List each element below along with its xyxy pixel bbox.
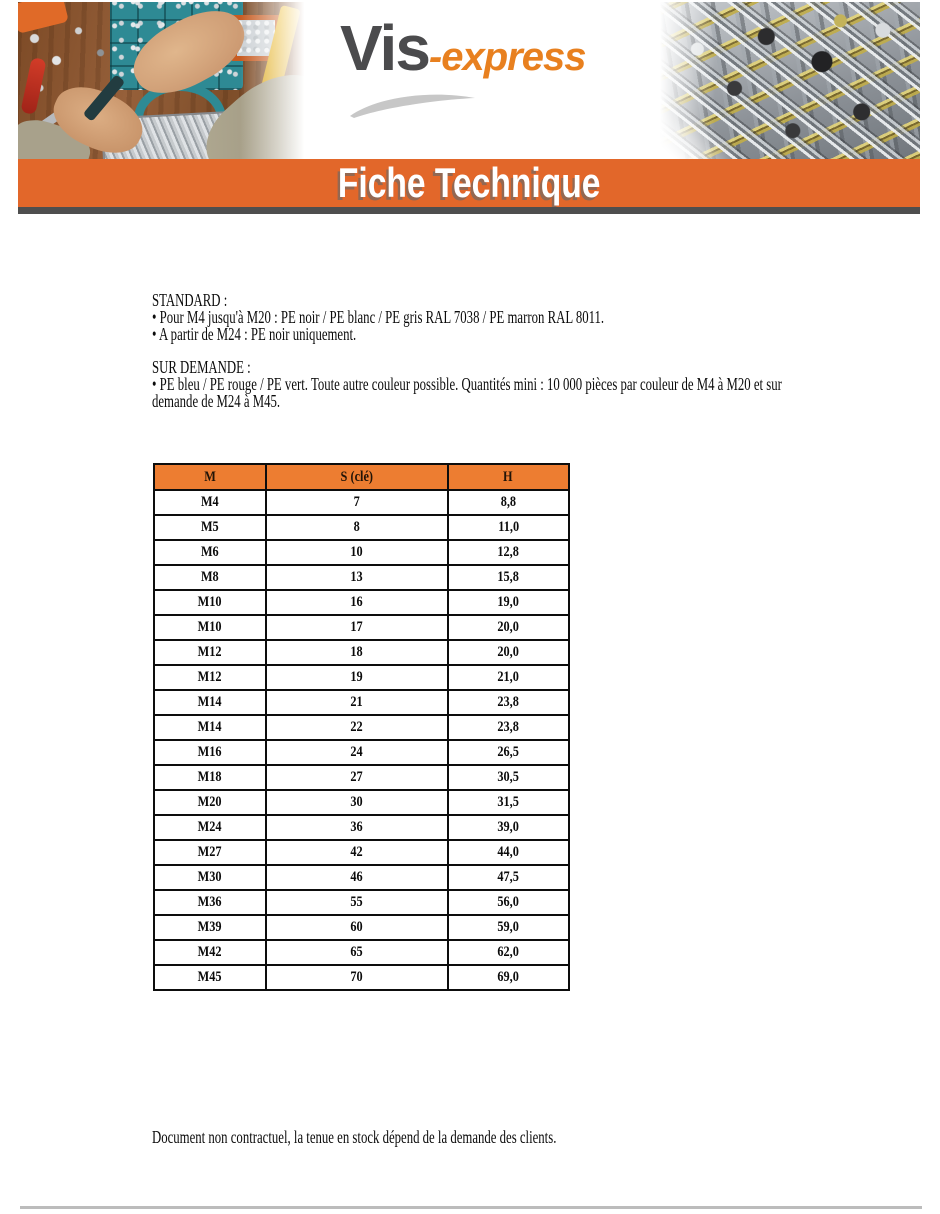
table-cell	[154, 765, 266, 790]
table-cell	[448, 840, 569, 865]
table-cell	[266, 640, 448, 665]
table-cell-value: M27	[197, 844, 222, 860]
table-cell-value: 17	[350, 619, 363, 635]
table-cell	[266, 865, 448, 890]
table-cell	[448, 690, 569, 715]
table-cell-value: M10	[197, 619, 222, 635]
table-cell	[266, 515, 448, 540]
banner	[18, 159, 920, 207]
table-cell	[448, 590, 569, 615]
table-cell	[448, 540, 569, 565]
table-cell	[154, 965, 266, 990]
table-cell	[448, 815, 569, 840]
table-cell	[154, 740, 266, 765]
table-cell	[154, 640, 266, 665]
spec-table	[153, 463, 570, 991]
banner-underline	[18, 207, 920, 214]
table-cell-value: 30,5	[497, 769, 520, 785]
table-cell	[266, 765, 448, 790]
table-cell-value: 31,5	[497, 794, 520, 810]
table-cell-value: 47,5	[497, 869, 520, 885]
table-cell	[448, 640, 569, 665]
table-cell	[266, 815, 448, 840]
table-cell-value: 16	[350, 594, 363, 610]
table-cell	[448, 715, 569, 740]
table-cell	[448, 765, 569, 790]
sur-demande-section	[152, 359, 802, 410]
table-cell-value: M36	[197, 894, 222, 910]
table-cell	[154, 665, 266, 690]
table-cell	[154, 915, 266, 940]
table-cell	[448, 890, 569, 915]
bottom-rule	[20, 1206, 922, 1209]
footnote: Document non contractuel, la tenue en stock dépend de la demande des clients.	[152, 1127, 557, 1147]
table-cell-value: 39,0	[497, 819, 520, 835]
table-row	[154, 840, 569, 865]
photo-fade	[655, 99, 745, 159]
table-cell	[266, 540, 448, 565]
table-cell-value: M12	[197, 644, 222, 660]
bullet-item: • Pour M4 jusqu'à M20 : PE noir / PE blanc / PE gris RAL 7038 / PE marron RAL 8011.	[152, 307, 605, 327]
table-cell-value: 59,0	[497, 919, 520, 935]
table-cell	[154, 540, 266, 565]
table-cell	[154, 715, 266, 740]
table-cell-value: 56,0	[497, 894, 520, 910]
table-cell	[448, 915, 569, 940]
table-cell-value: M5	[200, 519, 219, 535]
table-cell-value: M8	[200, 569, 219, 585]
table-row	[154, 815, 569, 840]
table-row	[154, 915, 569, 940]
table-cell-value: M14	[197, 694, 222, 710]
table-cell-value: 18	[350, 644, 363, 660]
table-row	[154, 765, 569, 790]
body-text	[152, 292, 802, 410]
table-row	[154, 715, 569, 740]
table-cell-value: 62,0	[497, 944, 520, 960]
sur-demande-title: SUR DEMANDE :	[152, 357, 251, 377]
table-cell-value: 11,0	[497, 519, 519, 535]
table-row	[154, 615, 569, 640]
table-cell-value: M45	[197, 969, 222, 985]
table-cell	[266, 665, 448, 690]
table-cell	[266, 715, 448, 740]
table-cell-value: 44,0	[497, 844, 520, 860]
standard-bullets	[152, 309, 802, 343]
table-cell	[154, 815, 266, 840]
table-cell-value: 8,8	[500, 494, 516, 510]
table-cell-value: M30	[197, 869, 222, 885]
table-row	[154, 515, 569, 540]
table-cell-value: M16	[197, 744, 222, 760]
photo-fade	[240, 2, 310, 159]
table-header-label: S (clé)	[340, 468, 373, 485]
table-row	[154, 740, 569, 765]
table-cell	[266, 965, 448, 990]
table-row	[154, 965, 569, 990]
table-cell-value: 22	[350, 719, 363, 735]
table-row	[154, 665, 569, 690]
table-header-cell	[154, 464, 266, 490]
table-cell-value: 60	[350, 919, 363, 935]
table-cell-value: 19	[350, 669, 363, 685]
brand-name-express: -express	[428, 35, 586, 79]
table-cell	[266, 940, 448, 965]
table-cell	[448, 565, 569, 590]
table-cell-value: 70	[350, 969, 363, 985]
table-cell-value: 69,0	[497, 969, 520, 985]
table-cell	[266, 890, 448, 915]
table-cell	[154, 565, 266, 590]
table-cell-value: M18	[197, 769, 222, 785]
table-cell-value: 7	[353, 494, 360, 510]
table-cell-value: 19,0	[497, 594, 520, 610]
table-cell	[266, 740, 448, 765]
table-row	[154, 490, 569, 515]
table-cell-value: 30	[350, 794, 363, 810]
table-row	[154, 890, 569, 915]
standard-title: STANDARD :	[152, 290, 228, 310]
table-header-row	[154, 464, 569, 490]
table-cell-value: M6	[200, 544, 219, 560]
table-header-cell	[266, 464, 448, 490]
table-cell-value: 42	[350, 844, 363, 860]
bullet-item: • A partir de M24 : PE noir uniquement.	[152, 324, 357, 344]
table-row	[154, 790, 569, 815]
table-cell	[448, 965, 569, 990]
table-cell	[154, 690, 266, 715]
table-cell-value: M12	[197, 669, 222, 685]
table-cell-value: 12,8	[497, 544, 520, 560]
table-cell	[154, 490, 266, 515]
table-cell-value: 13	[350, 569, 363, 585]
table-cell	[448, 515, 569, 540]
table-cell	[448, 665, 569, 690]
spec-table-body	[154, 490, 569, 990]
table-cell	[266, 915, 448, 940]
screws-photo	[655, 2, 920, 159]
table-cell	[266, 565, 448, 590]
table-cell-value: 26,5	[497, 744, 520, 760]
table-cell	[448, 790, 569, 815]
table-row	[154, 565, 569, 590]
table-cell-value: 20,0	[497, 619, 520, 635]
table-cell	[154, 515, 266, 540]
brand-name-vis: Vis	[340, 12, 429, 84]
table-row	[154, 590, 569, 615]
table-cell	[448, 865, 569, 890]
table-cell-value: M10	[197, 594, 222, 610]
table-cell-value: M24	[197, 819, 222, 835]
workbench-photo	[18, 2, 310, 159]
table-cell	[266, 790, 448, 815]
table-cell-value: 23,8	[497, 719, 520, 735]
table-row	[154, 865, 569, 890]
banner-title: Fiche Technique	[337, 159, 601, 206]
table-cell-value: 36	[350, 819, 363, 835]
table-row	[154, 640, 569, 665]
table-cell	[448, 490, 569, 515]
table-cell-value: 23,8	[497, 694, 520, 710]
table-cell-value: 21,0	[497, 669, 520, 685]
table-cell-value: 55	[350, 894, 363, 910]
table-cell	[154, 615, 266, 640]
table-cell	[154, 790, 266, 815]
table-row	[154, 940, 569, 965]
table-cell	[154, 940, 266, 965]
table-cell-value: 10	[350, 544, 363, 560]
table-header-cell	[448, 464, 569, 490]
table-header-label: M	[203, 468, 216, 485]
table-cell-value: 65	[350, 944, 363, 960]
table-cell	[154, 840, 266, 865]
table-cell	[448, 740, 569, 765]
table-cell-value: M42	[197, 944, 222, 960]
bullet-item: • PE bleu / PE rouge / PE vert. Toute autre couleur possible. Quantités mini : 10 000 pièces par couleur de M4 à M20 et sur demande de M24 à M45.	[152, 374, 782, 411]
table-cell	[266, 490, 448, 515]
standard-section	[152, 292, 802, 343]
table-cell	[154, 890, 266, 915]
table-cell-value: 27	[350, 769, 363, 785]
table-cell	[266, 840, 448, 865]
table-cell	[448, 615, 569, 640]
table-cell	[266, 590, 448, 615]
table-header-label: H	[503, 468, 514, 485]
table-cell-value: 8	[353, 519, 360, 535]
sur-demande-bullets	[152, 376, 802, 410]
table-cell-value: 15,8	[497, 569, 520, 585]
table-cell-value: M39	[197, 919, 222, 935]
table-row	[154, 690, 569, 715]
table-cell	[266, 690, 448, 715]
table-cell-value: 20,0	[497, 644, 520, 660]
table-cell	[448, 940, 569, 965]
table-cell-value: 46	[350, 869, 363, 885]
brand-logo	[340, 12, 586, 84]
table-cell-value: 21	[350, 694, 363, 710]
table-cell-value: 24	[350, 744, 363, 760]
table-cell-value: M20	[197, 794, 222, 810]
logo-swoosh-icon	[348, 88, 478, 118]
table-row	[154, 540, 569, 565]
table-cell	[154, 865, 266, 890]
table-cell	[266, 615, 448, 640]
table-cell-value: M14	[197, 719, 222, 735]
table-cell-value: M4	[200, 494, 219, 510]
table-cell	[154, 590, 266, 615]
